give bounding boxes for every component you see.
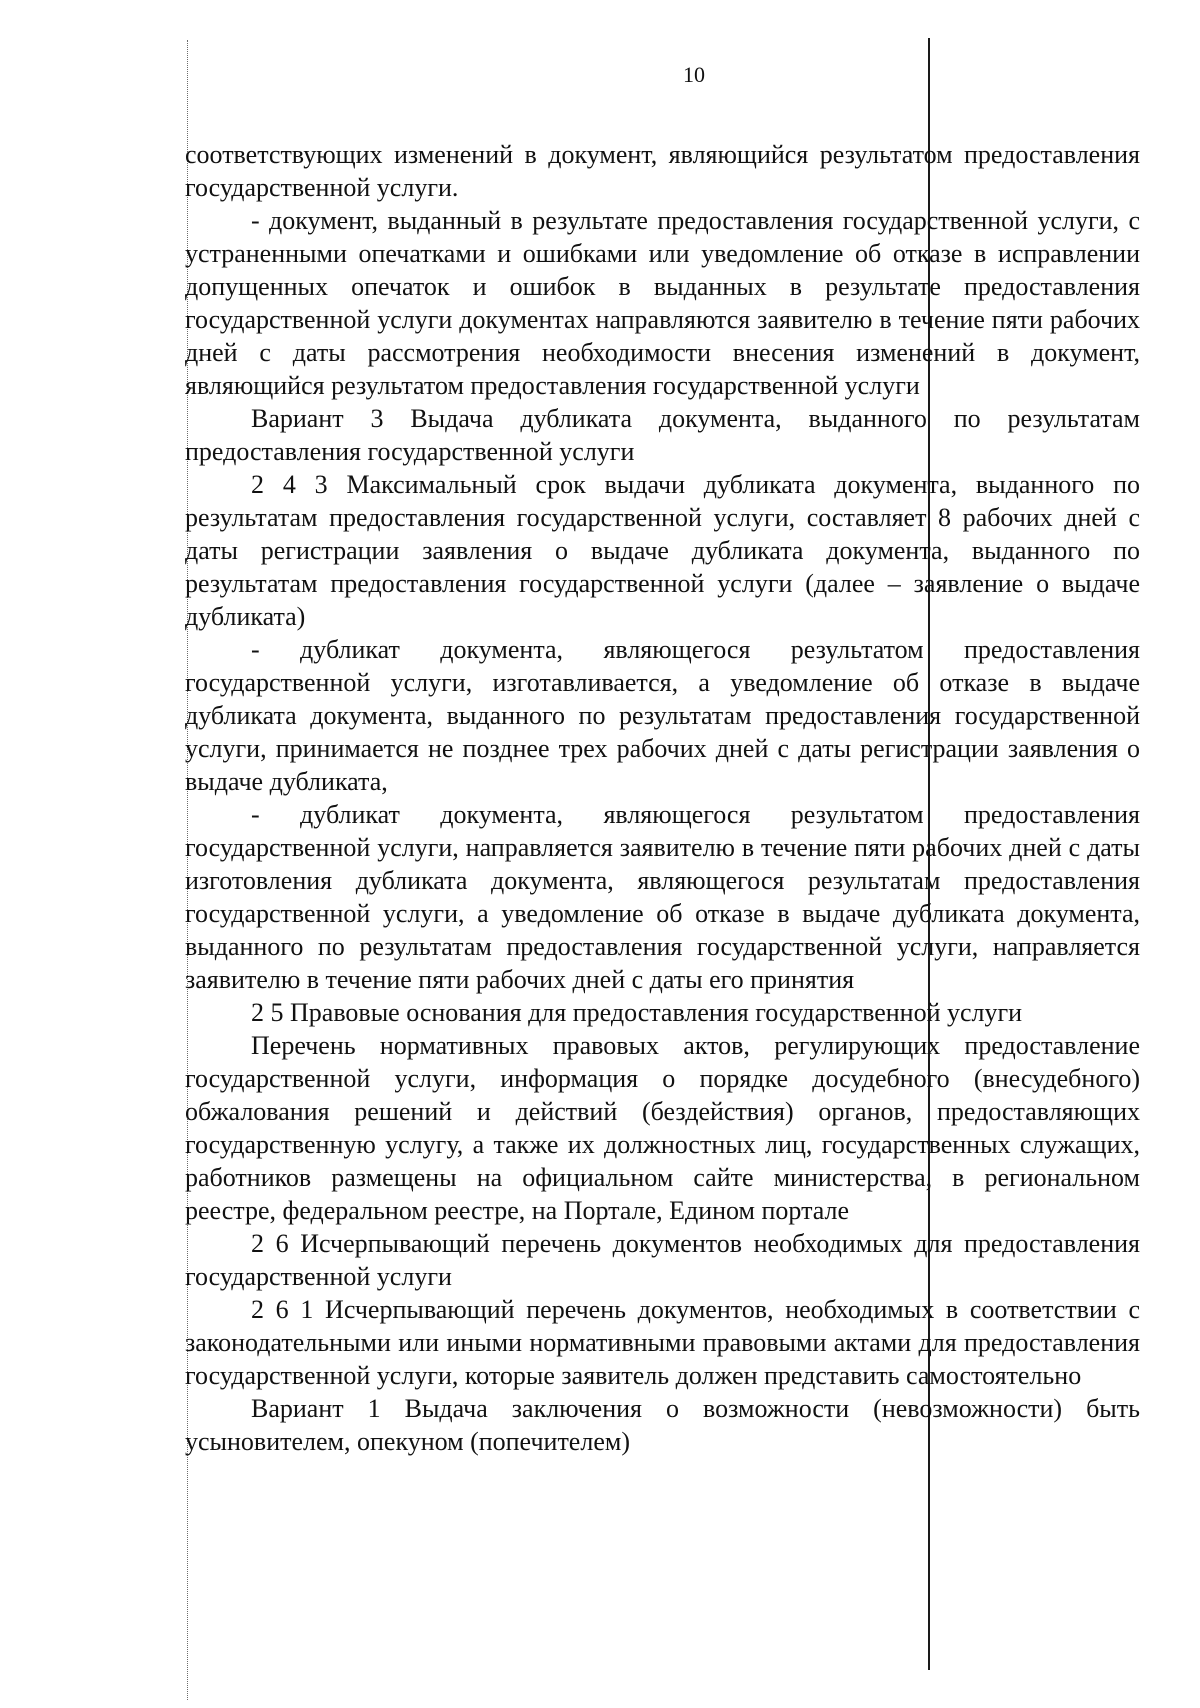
paragraph-2-5-heading: 2 5 Правовые основания для предоставления государственной услуги	[251, 998, 1023, 1027]
paragraph-legal-acts: Перечень нормативных правовых актов, регулирующих предоставление государственной услуги, информация о порядке досудебного (внесудебного) обжалования решений и действий (бездействия) органов, предоставляющих государственную услугу, а также их должностных лиц, государственных служащих, работников размещены на официальном сайте министерства, в региональном реестре, федеральном реестре, на Портале, Едином портале	[185, 1031, 1140, 1225]
paragraph-corrected-document: - документ, выданный в результате предоставления государственной услуги, с устраненными опечатками и ошибками или уведомление об отказе в исправлении допущенных опечаток и ошибок в выданных в результате предоставления государственной услуги документах направляются заявителю в течение пяти рабочих дней с даты рассмотрения необходимости внесения изменений в документ, являющийся результатом предоставления государственной услуги	[185, 206, 1140, 400]
paragraph-variant-1-heading: Вариант 1 Выдача заключения о возможности (невозможности) быть усыновителем, опекуном (попечителем)	[185, 1394, 1140, 1456]
paragraph-variant-3-heading: Вариант 3 Выдача дубликата документа, выданного по результатам предоставления государственной услуги	[185, 404, 1140, 466]
document-body	[185, 138, 1140, 1458]
paragraph-2-6-1: 2 6 1 Исчерпывающий перечень документов, необходимых в соответствии с законодательными или иными нормативными правовыми актами для предоставления государственной услуги, которые заявитель должен представить самостоятельно	[185, 1295, 1140, 1390]
paragraph-2-4-3: 2 4 3 Максимальный срок выдачи дубликата документа, выданного по результатам предоставления государственной услуги, составляет 8 рабочих дней с даты регистрации заявления о выдаче дубликата документа, выданного по результатам предоставления государственной услуги (далее – заявление о выдаче дубликата)	[185, 470, 1140, 631]
paragraph-duplicate-delivery: - дубликат документа, являющегося результатом предоставления государственной услуги, направляется заявителю в течение пяти рабочих дней с даты изготовления дубликата документа, являющегося результатам предоставления государственной услуги, а уведомление об отказе в выдаче дубликата документа, выданного по результатам предоставления государственной услуги, направляется заявителю в течение пяти рабочих дней с даты его принятия	[185, 800, 1140, 994]
page-number: 10	[683, 62, 705, 87]
paragraph-duplicate-preparation: - дубликат документа, являющегося результатом предоставления государственной услуги, изготавливается, а уведомление об отказе в выдаче дубликата документа, выданного по результатам предоставления государственной услуги, принимается не позднее трех рабочих дней с даты регистрации заявления о выдаче дубликата,	[185, 635, 1140, 796]
paragraph-continuation: соответствующих изменений в документ, являющийся результатом предоставления государственной услуги.	[185, 140, 1140, 202]
paragraph-2-6-heading: 2 6 Исчерпывающий перечень документов необходимых для предоставления государственной услуги	[185, 1229, 1140, 1291]
